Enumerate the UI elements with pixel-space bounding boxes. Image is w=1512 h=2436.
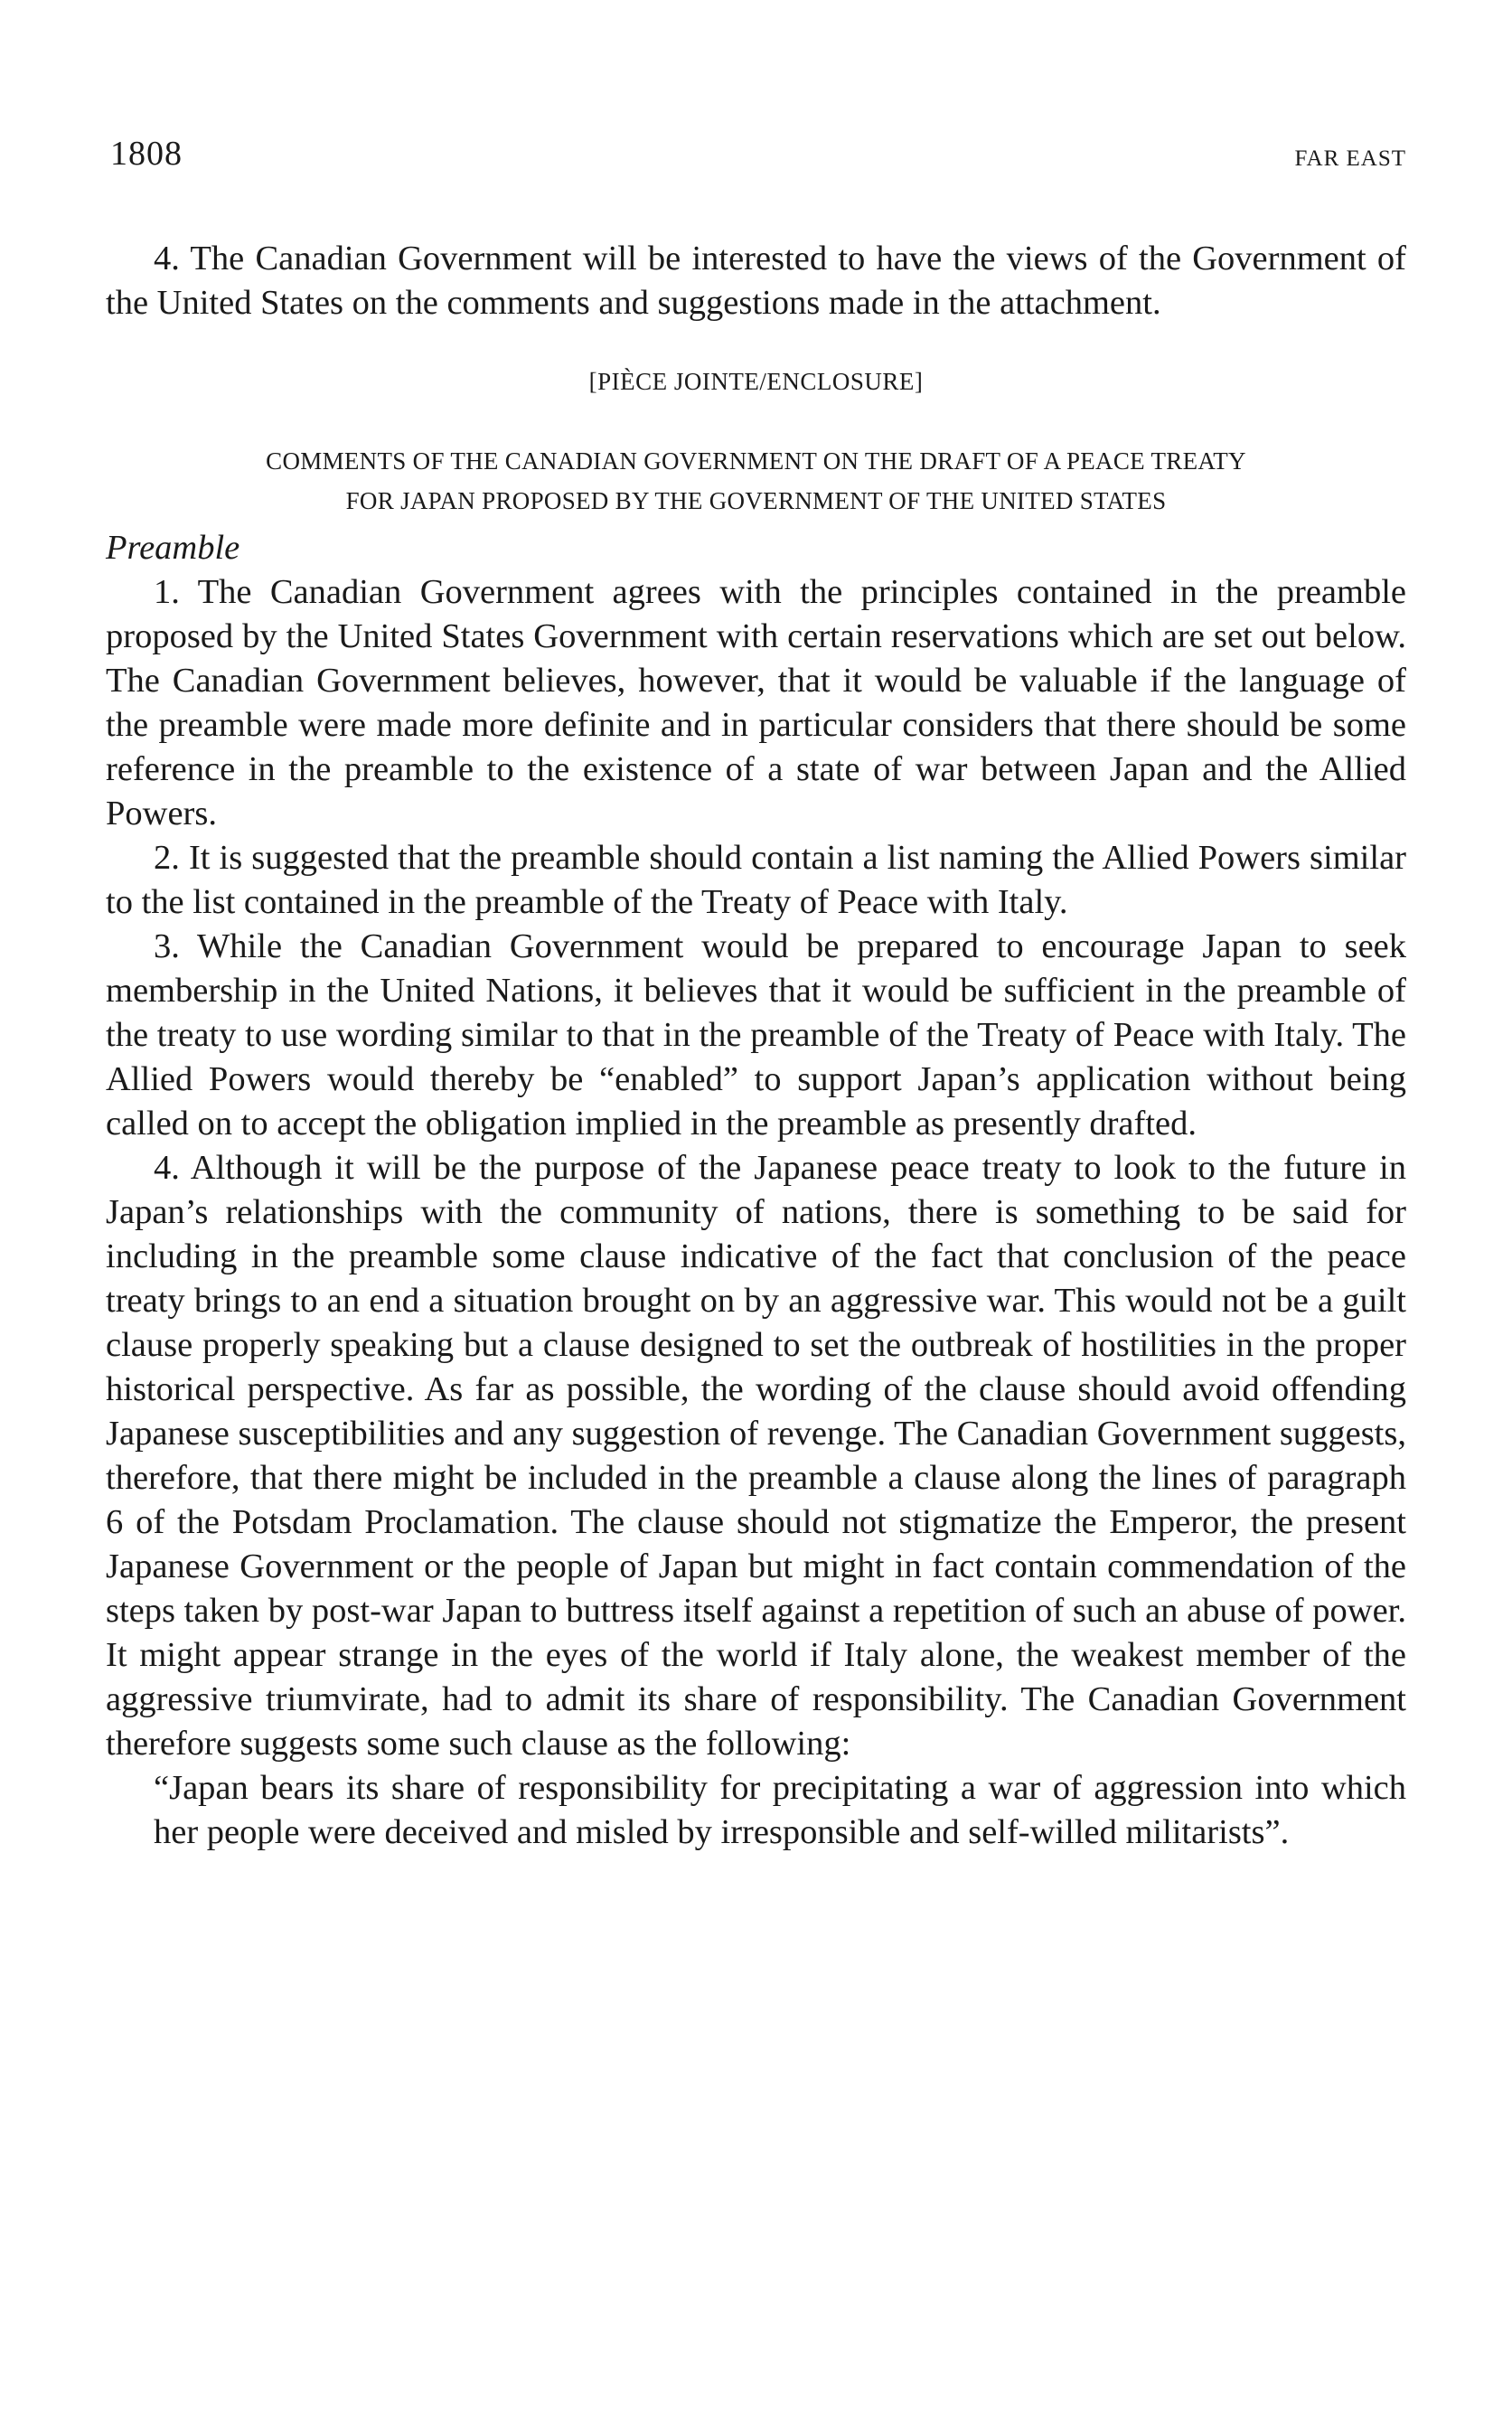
running-head: FAR EAST: [1294, 146, 1406, 171]
document-body: [106, 237, 1406, 1855]
paragraph-1: 1. The Canadian Government agrees with the principles contained in the preamble proposed by the United States Government with certain reservations which are set out below. The Canadian Government believes, however, that it would be valuable if the language of the preamble were made more definite and in particular considers that there should be some reference in the preamble to the existence of a state of war between Japan and the Allied Powers.: [106, 573, 1406, 832]
paragraph-4: 4. Although it will be the purpose of the Japanese peace treaty to look to the future in Japan’s relationships with the community of nations, there is something to be said for including in the preamble some clause indicative of the fact that conclusion of the peace treaty brings to an end a situation brought on by an aggressive war. This would not be a guilt clause properly speaking but a clause designed to set the outbreak of hostilities in the proper historical perspective. As far as possible, the wording of the clause should avoid offending Japanese susceptibilities and any suggestion of revenge. The Canadian Government suggests, therefore, that there might be included in the preamble a clause along the lines of paragraph 6 of the Potsdam Proclamation. The clause should not stigmatize the Emperor, the present Japanese Government or the people of Japan but might in fact contain commendation of the steps taken by post-war Japan to buttress itself against a repetition of such an abuse of power. It might appear strange in the eyes of the world if Italy alone, the weakest member of the aggressive triumvirate, had to admit its share of responsibility. The Canadian Government therefore suggests some such clause as the following:: [106, 1149, 1406, 1763]
section-title: Preamble: [106, 529, 240, 567]
document-heading: [106, 441, 1406, 521]
paragraph-3: 3. While the Canadian Government would be prepared to encourage Japan to seek membership in the United Nations, it believes that it would be sufficient in the preamble of the treaty to use wording similar to that in the preamble of the Treaty of Peace with Italy. The Allied Powers would thereby be “enabled” to support Japan’s application without being called on to accept the obligation implied in the preamble as presently drafted.: [106, 927, 1406, 1143]
paragraph-2: 2. It is suggested that the preamble should contain a list naming the Allied Powers similar to the list contained in the preamble of the Treaty of Peace with Italy.: [106, 839, 1406, 921]
block-quote: “Japan bears its share of responsibility for precipitating a war of aggression into which her people were deceived and misled by irresponsible and self-willed militarists”.: [154, 1769, 1406, 1851]
page-number: 1808: [110, 135, 183, 173]
enclosure-label: [PIÈCE JOINTE/ENCLOSURE]: [588, 368, 924, 395]
page-header: [110, 134, 1406, 179]
document-heading-line-2: FOR JAPAN PROPOSED BY THE GOVERNMENT OF THE UNITED STATES: [345, 487, 1167, 514]
intro-paragraph: 4. The Canadian Government will be interested to have the views of the Government of the United States on the comments and suggestions made in the attachment.: [106, 240, 1406, 322]
document-heading-line-1: COMMENTS OF THE CANADIAN GOVERNMENT ON THE DRAFT OF A PEACE TREATY: [266, 447, 1246, 475]
